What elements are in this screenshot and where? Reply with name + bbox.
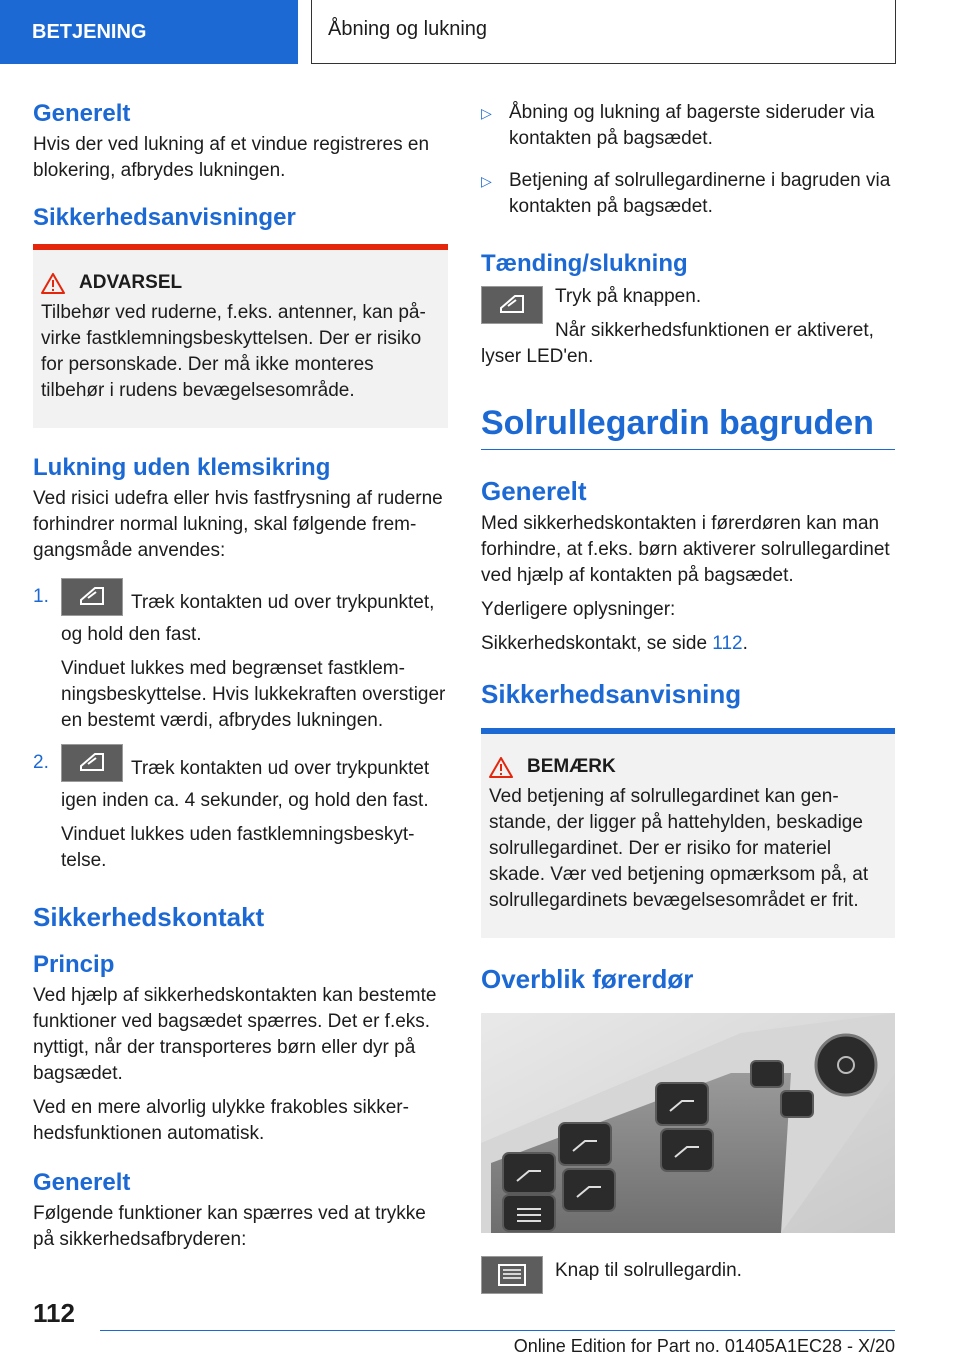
instruction-text: Tryk på knappen. [555, 286, 702, 307]
driver-door-controls-photo [481, 1013, 895, 1233]
paragraph: Yderligere oplysninger: [481, 599, 676, 620]
list-item [481, 168, 895, 228]
heading-generelt: Generelt [481, 476, 587, 506]
warning-title: ADVARSEL [79, 272, 183, 293]
paragraph: Følgende funktioner kan spærres ved at trykke på sikkerhedsafbryderen: [33, 1203, 426, 1250]
triangle-bullet-icon: ▷ [481, 173, 492, 189]
step-item [33, 750, 448, 882]
warning-text: Tilbehør ved ruderne, f.eks. antenner, kan påvirke fastklemningsbeskyttelsen. Der er risiko for personskade. Der må ikke monteres tilbehør i rudens bevægelsesområde. [41, 302, 426, 401]
notice-title: BEMÆRK [527, 756, 616, 777]
step-text: Træk kontakten ud over trykpunktet igen inden ca. 4 sekunder, og hold den fast. [61, 758, 430, 811]
paragraph: Ved hjælp af sikkerhedskontakten kan bestemte funktioner ved bagsædet spærres. Det er f.eks. nyttigt, når der transporteres børn eller dyr på bagsædet. [33, 985, 437, 1084]
heading-sikkerhedsanvisning: Sikkerhedsanvisning [481, 679, 742, 709]
page-number: 112 [33, 1298, 75, 1328]
cross-reference [481, 631, 895, 657]
section-tab [0, 0, 298, 64]
step-number: 1. [33, 586, 49, 607]
list-item-text: Åbning og lukning af bagerste sideruder via kontakten på bagsædet. [509, 102, 875, 149]
paragraph: Med sikkerhedskontakten i førerdøren kan man forhindre, at f.eks. børn aktiverer solrullegardinet ved hjælp af kontakten på bagsædet. [481, 513, 890, 586]
photo-caption: Knap til solrullegardin. [555, 1260, 742, 1281]
heading-princip: Princip [33, 951, 115, 978]
window-lock-icon [61, 744, 123, 782]
reference-end: . [742, 633, 748, 654]
edition-text: Online Edition for Part no. 01405A1EC28 - X/20 [513, 1336, 895, 1356]
reference-text: Sikkerhedskontakt, se side [481, 633, 713, 654]
heading-sikkerhedsanvisninger: Sikkerhedsanvisninger [33, 204, 296, 231]
right-column [481, 100, 895, 1294]
warning-box [33, 244, 448, 428]
warning-icon [489, 757, 513, 778]
page-header [311, 0, 896, 64]
heading-overblik: Overblik førerdør [481, 964, 694, 994]
heading-generelt: Generelt [33, 1169, 131, 1196]
notice-header [489, 756, 885, 778]
step-note: Vinduet lukkes uden fastklemningsbeskyttelse. [61, 824, 415, 871]
warning-icon [41, 273, 65, 294]
step-number: 2. [33, 752, 49, 773]
instruction-text: Når sikkerhedsfunktionen er aktiveret, lyser LED'en. [481, 320, 874, 367]
left-column [33, 100, 448, 1261]
notice-text: Ved betjening af solrullegardinet kan genstande, der ligger på hattehylden, beskadige solrullegardinet. Der er risiko for materiel skade. Vær ved betjening opmærksom på, at solrullegardinets bevægelsesområdet er frit. [489, 786, 869, 911]
chapter-title: Solrullegardin bagruden [481, 404, 874, 442]
step-text: Træk kontakten ud over trykpunktet, og hold den fast. [61, 592, 435, 645]
paragraph: Ved en mere alvorlig ulykke frakobles sikkerhedsfunktionen automatisk. [33, 1097, 409, 1144]
chapter-heading [481, 404, 895, 450]
heading-taending: Tænding/slukning [481, 250, 688, 277]
window-lock-icon [481, 286, 543, 324]
list-item [481, 100, 895, 160]
page-title: Åbning og lukning [328, 18, 488, 40]
heading-lukning: Lukning uden klemsikring [33, 454, 331, 481]
paragraph: Ved risici udefra eller hvis fastfrysning af ruderne forhindrer normal lukning, skal følgende fremgangsmåde anvendes: [33, 488, 443, 561]
triangle-bullet-icon: ▷ [481, 105, 492, 121]
window-lock-icon [61, 578, 123, 616]
warning-header [41, 272, 438, 294]
notice-box [481, 728, 895, 938]
section-label: BETJENING [32, 20, 147, 43]
heading-generelt: Generelt [33, 100, 131, 127]
step-note: Vinduet lukkes med begrænset fastklemningsbeskyttelse. Hvis lukkekraften overstiger en bestemt værdi, afbrydes lukningen. [61, 658, 446, 731]
sunblind-icon [481, 1256, 543, 1294]
step-item [33, 584, 448, 742]
footer-divider [100, 1330, 895, 1331]
paragraph: Hvis der ved lukning af et vindue registreres en blokering, afbrydes lukningen. [33, 134, 430, 181]
heading-sikkerhedskontakt: Sikkerhedskontakt [33, 902, 265, 932]
list-item-text: Betjening af solrullegardinerne i bagruden via kontakten på bagsædet. [509, 170, 891, 217]
page-link[interactable]: 112 [712, 633, 743, 654]
caption-row [481, 1256, 895, 1294]
